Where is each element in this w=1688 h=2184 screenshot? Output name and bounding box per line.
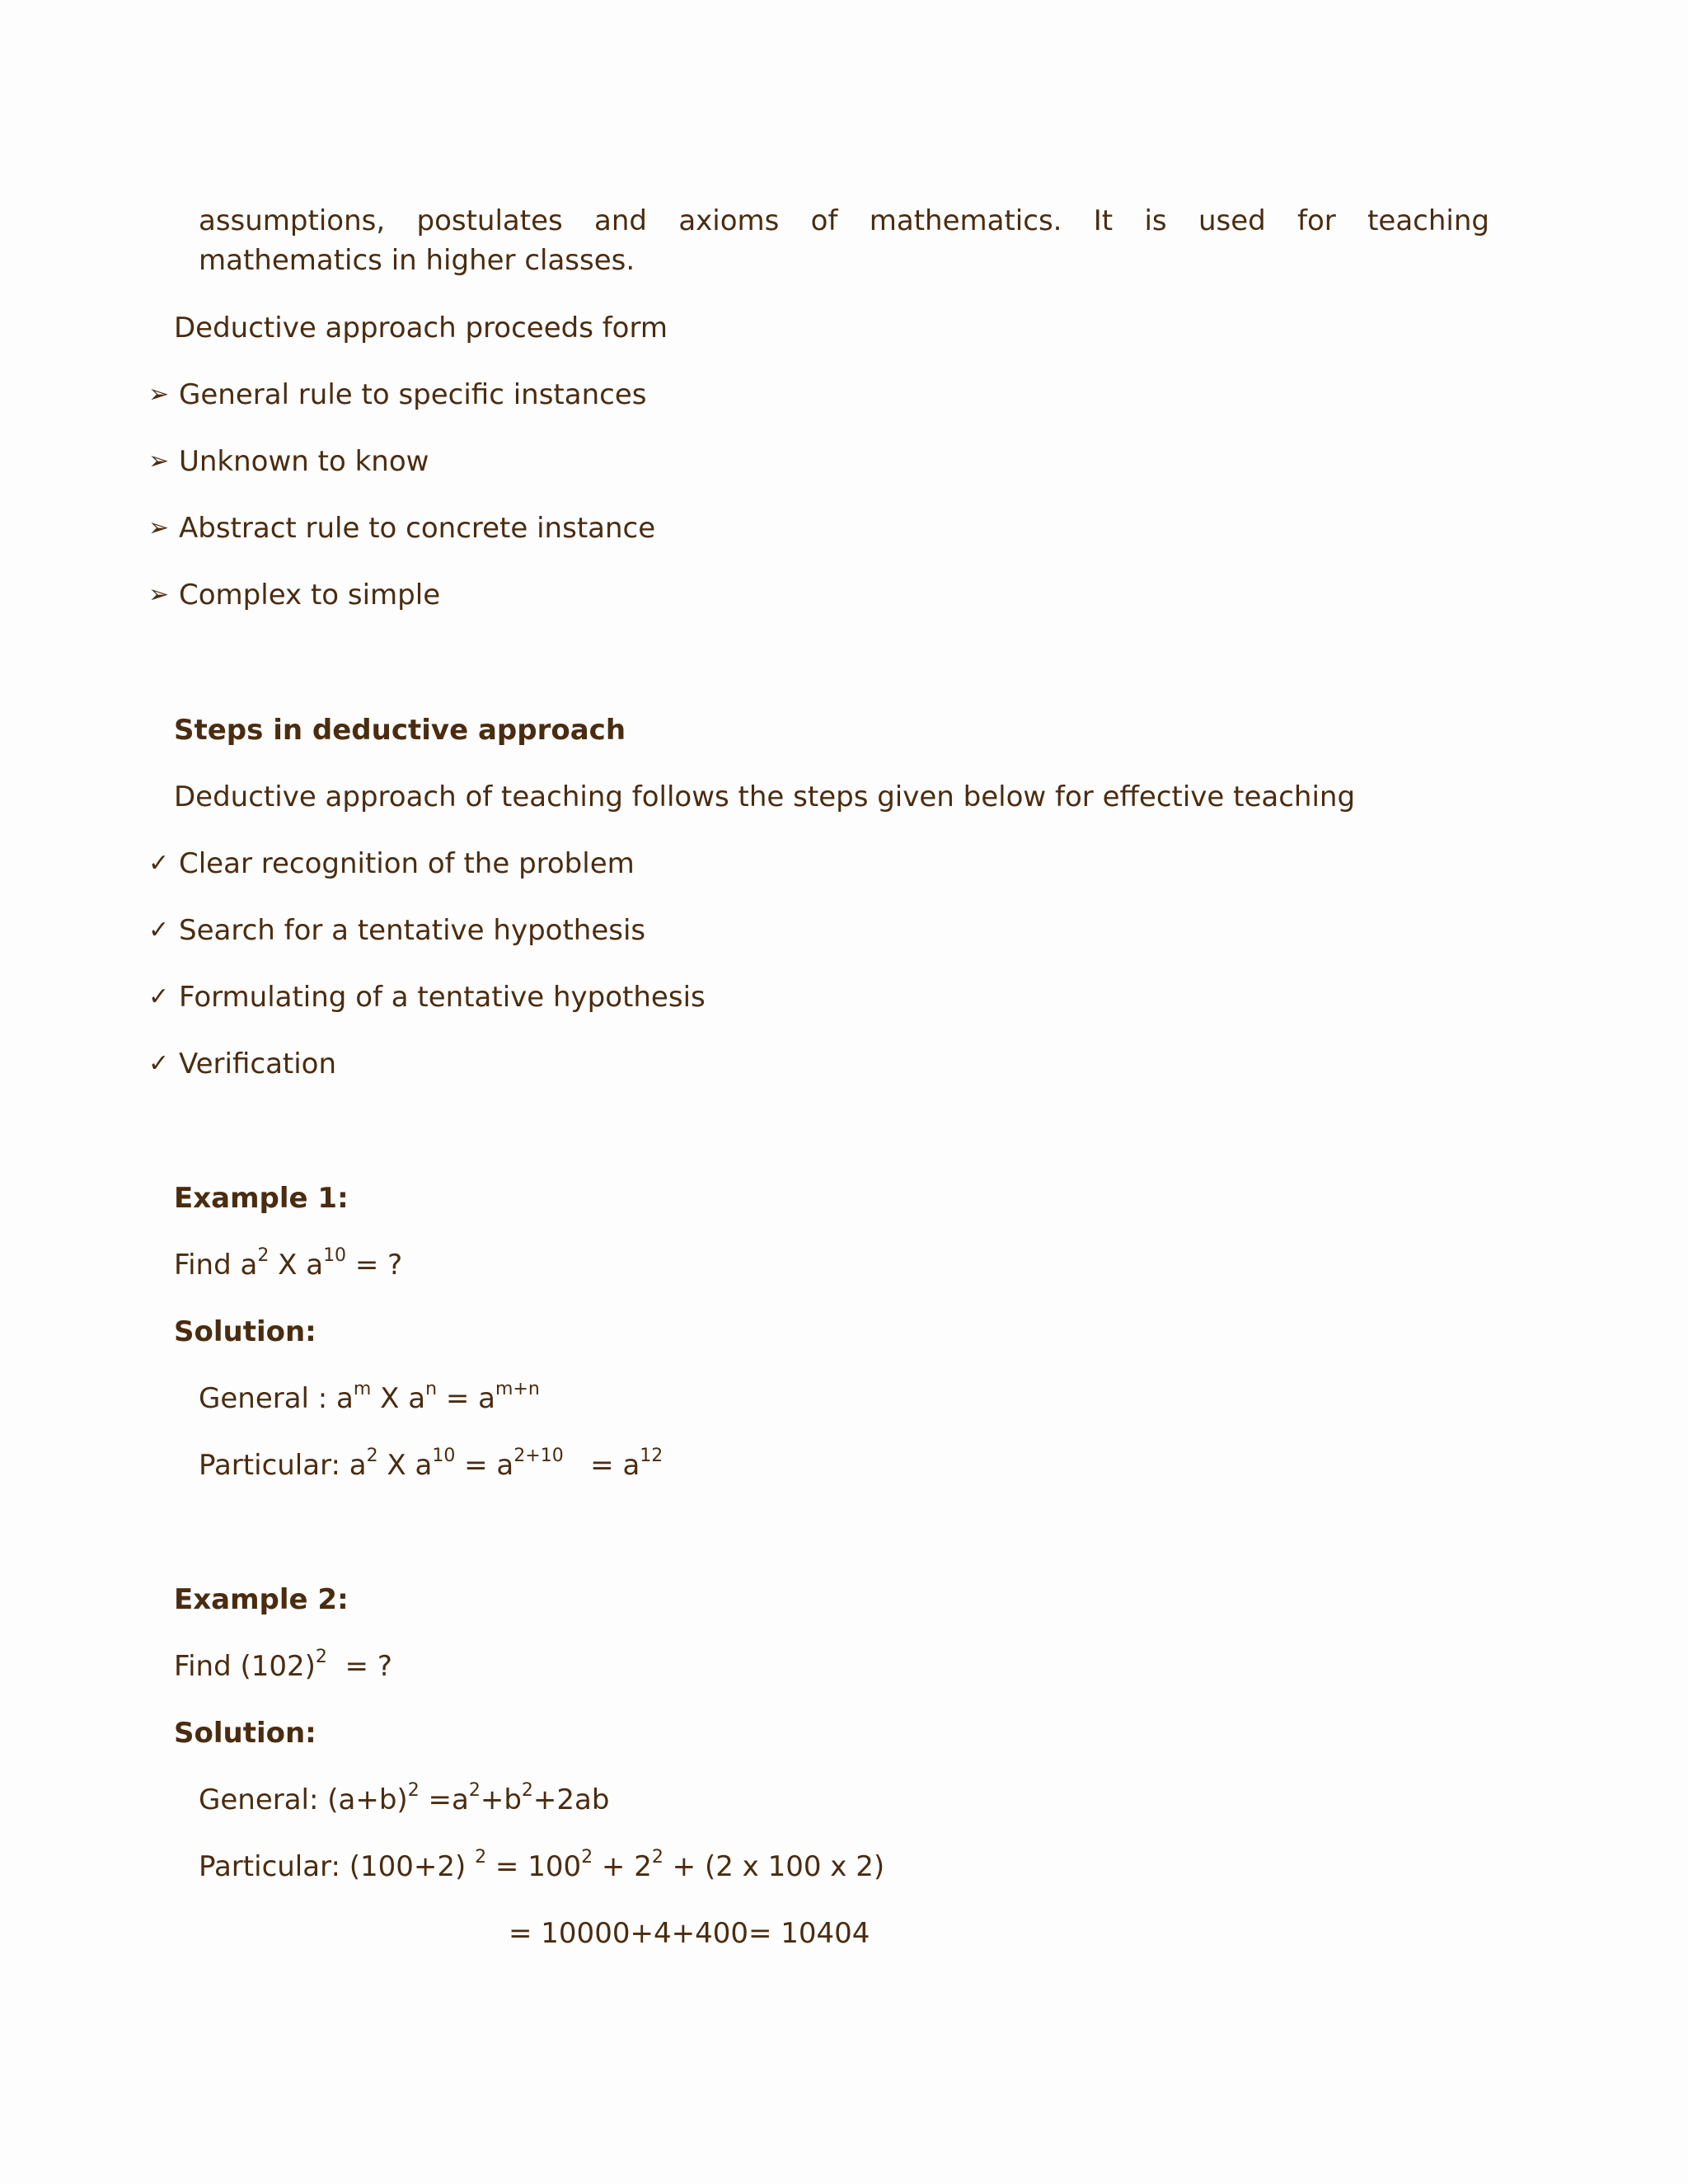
text-run: = a xyxy=(563,1449,640,1482)
intro-word: used xyxy=(1198,204,1266,237)
list-item: Search for a tentative hypothesis xyxy=(179,914,646,947)
proceeds-heading: Deductive approach proceeds form xyxy=(174,312,668,344)
exponent: 10 xyxy=(323,1244,347,1266)
text-run: Particular: a xyxy=(199,1449,367,1482)
example2-solution-label: Solution: xyxy=(174,1717,316,1750)
example2-problem xyxy=(174,1647,392,1686)
checkmark-icon: ✓ xyxy=(148,982,170,1011)
text-run: = a xyxy=(437,1382,495,1415)
text-run: = a xyxy=(455,1449,514,1482)
intro-word: of xyxy=(810,204,838,237)
intro-word: mathematics. xyxy=(869,204,1062,237)
list-item: Unknown to know xyxy=(179,445,429,478)
text-run: = ? xyxy=(346,1249,403,1282)
exponent: 10 xyxy=(432,1445,456,1466)
text-run: X a xyxy=(377,1449,433,1482)
text-run: Particular: (100+2) xyxy=(199,1850,476,1883)
text-run: = 100 xyxy=(486,1850,582,1883)
checkmark-icon: ✓ xyxy=(148,1049,170,1078)
exponent: 2+10 xyxy=(513,1445,564,1466)
exponent: m+n xyxy=(495,1378,540,1399)
exponent: n xyxy=(425,1378,438,1399)
example2-title: Example 2: xyxy=(174,1583,349,1616)
text-run: X a xyxy=(269,1249,324,1282)
text-run: General : a xyxy=(199,1382,354,1415)
exponent: 2 xyxy=(521,1779,533,1801)
text-run: Find a xyxy=(174,1249,258,1282)
list-item: Formulating of a tentative hypothesis xyxy=(179,981,706,1014)
text-run: +b xyxy=(480,1783,522,1816)
exponent: 2 xyxy=(468,1779,481,1801)
exponent: 2 xyxy=(407,1779,420,1801)
text-run: +2ab xyxy=(532,1783,610,1816)
text-run: General: (a+b) xyxy=(199,1783,408,1816)
intro-word: postulates xyxy=(416,204,563,237)
intro-line-1 xyxy=(199,201,1489,241)
example1-title: Example 1: xyxy=(174,1182,349,1215)
exponent: 2 xyxy=(651,1846,663,1868)
text-run: = ? xyxy=(326,1650,392,1683)
arrow-bullet-icon: ➢ xyxy=(148,513,170,542)
text-run: + 2 xyxy=(593,1850,652,1883)
arrow-bullet-icon: ➢ xyxy=(148,447,170,476)
example1-solution-label: Solution: xyxy=(174,1315,316,1348)
example1-problem xyxy=(174,1245,402,1285)
checkmark-icon: ✓ xyxy=(148,916,170,944)
steps-title: Steps in deductive approach xyxy=(174,714,626,747)
example2-result: = 10000+4+400= 10404 xyxy=(509,1917,870,1950)
exponent: 2 xyxy=(475,1846,487,1868)
intro-word: for xyxy=(1297,204,1336,237)
example2-general xyxy=(199,1780,609,1820)
list-item: Clear recognition of the problem xyxy=(179,847,635,880)
exponent: 12 xyxy=(640,1445,663,1466)
intro-line-2: mathematics in higher classes. xyxy=(199,244,635,277)
intro-word: axioms xyxy=(678,204,780,237)
example1-particular xyxy=(199,1446,663,1485)
exponent: 2 xyxy=(257,1244,270,1266)
arrow-bullet-icon: ➢ xyxy=(148,380,170,409)
arrow-bullet-icon: ➢ xyxy=(148,580,170,609)
exponent: m xyxy=(353,1378,372,1399)
intro-word: teaching xyxy=(1367,204,1489,237)
example1-general xyxy=(199,1379,540,1418)
text-run: X a xyxy=(371,1382,426,1415)
exponent: 2 xyxy=(366,1445,378,1466)
list-item: Abstract rule to concrete instance xyxy=(179,512,656,545)
intro-word: It xyxy=(1093,204,1114,237)
list-item: Verification xyxy=(179,1047,337,1080)
exponent: 2 xyxy=(315,1646,327,1667)
intro-word: and xyxy=(594,204,647,237)
text-run: Find (102) xyxy=(174,1650,316,1683)
checkmark-icon: ✓ xyxy=(148,849,170,878)
steps-intro: Deductive approach of teaching follows the steps given below for effective teaching xyxy=(174,780,1356,813)
exponent: 2 xyxy=(581,1846,593,1868)
example2-particular xyxy=(199,1847,884,1886)
list-item: Complex to simple xyxy=(179,579,441,612)
text-run: =a xyxy=(419,1783,469,1816)
text-run: + (2 x 100 x 2) xyxy=(663,1850,885,1883)
intro-word: assumptions, xyxy=(199,204,386,237)
list-item: General rule to specific instances xyxy=(179,378,647,411)
intro-word: is xyxy=(1144,204,1167,237)
